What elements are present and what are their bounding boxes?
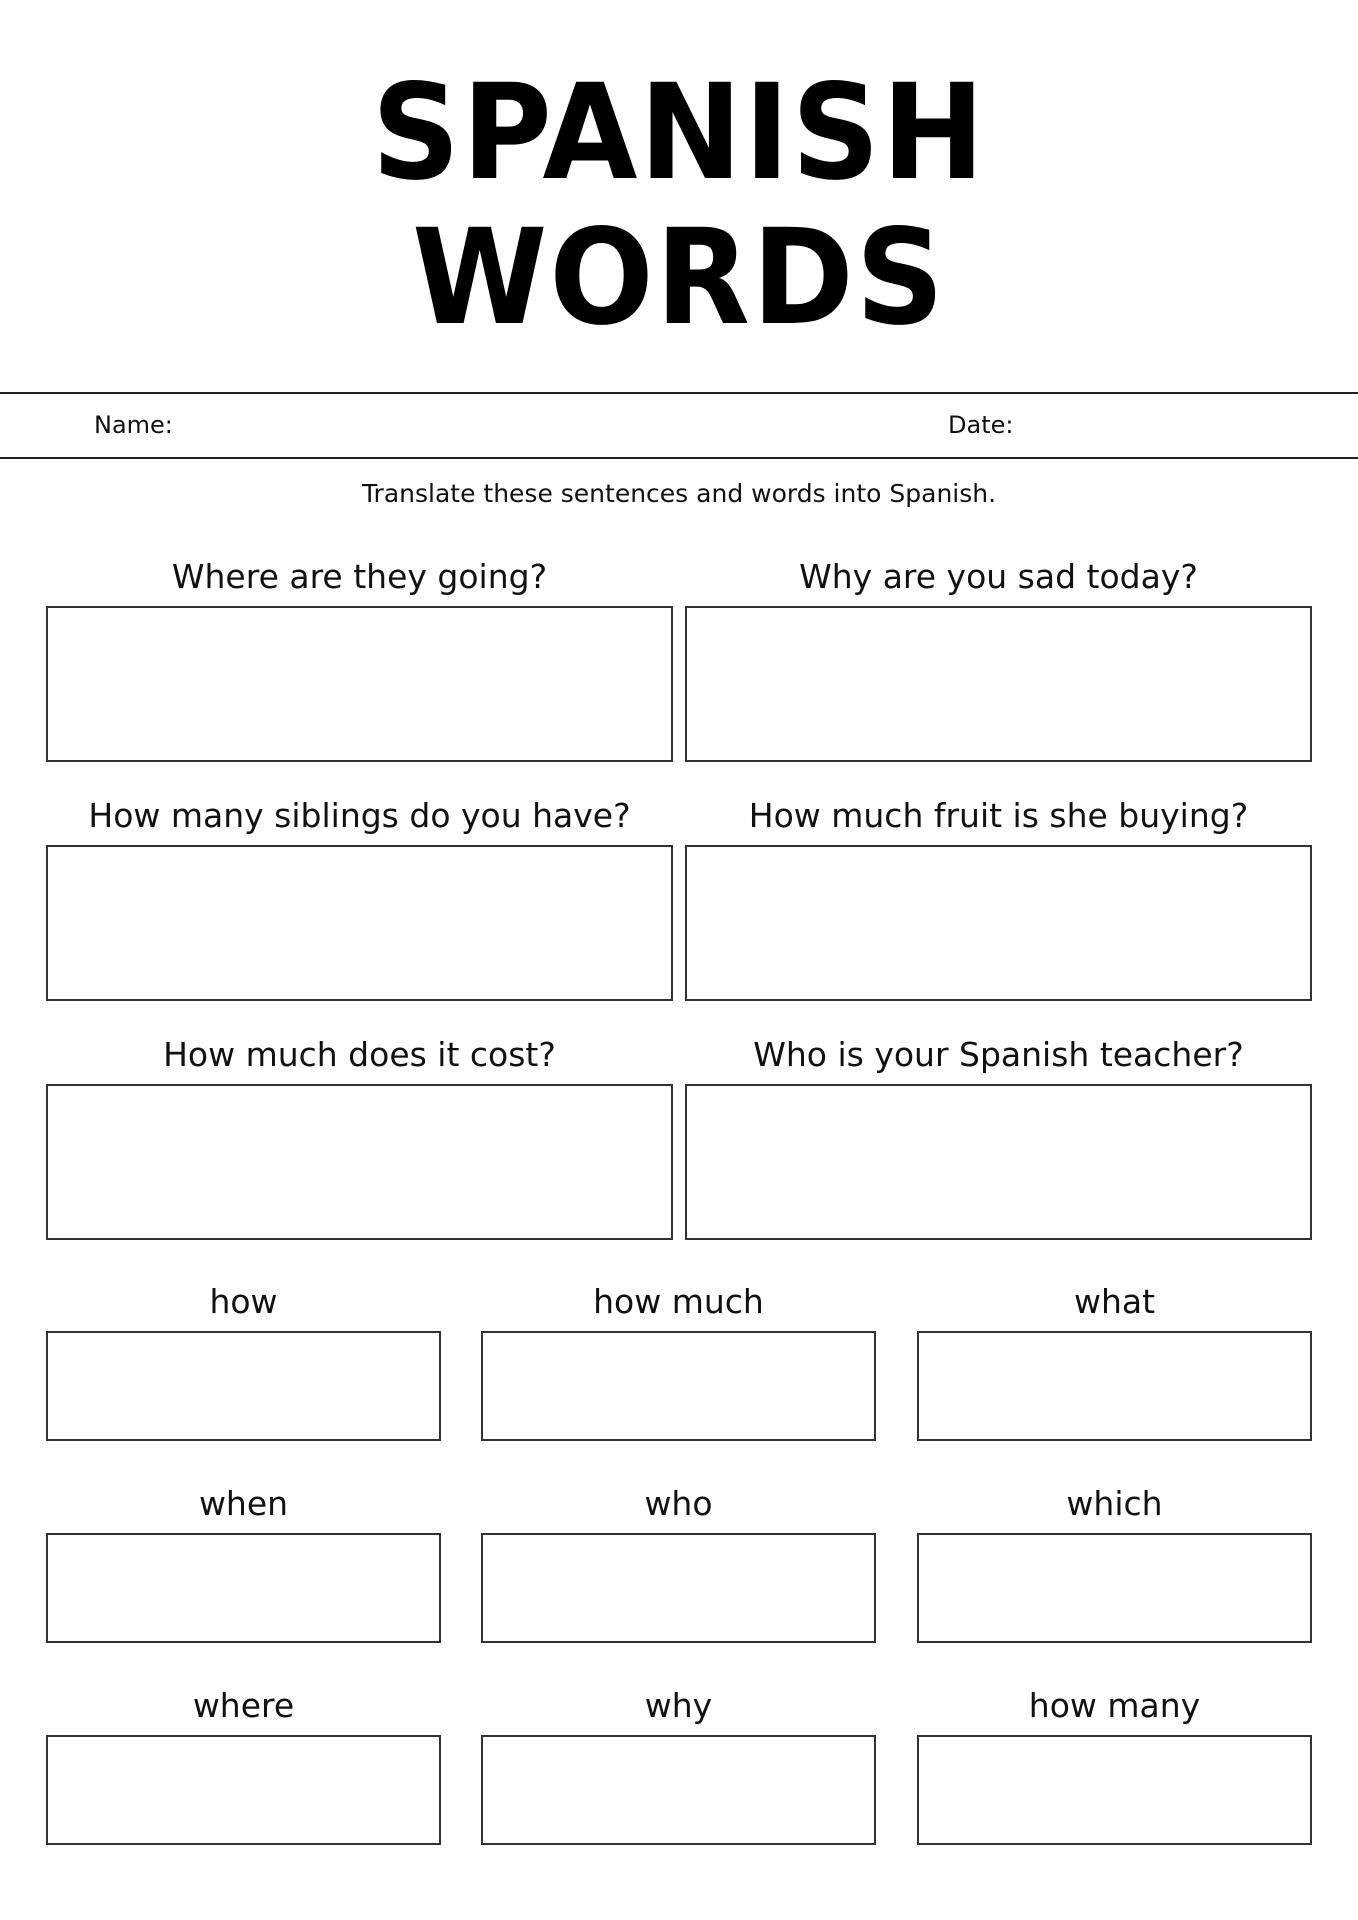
instructions-text: Translate these sentences and words into Spanish.: [361, 479, 997, 508]
sentence-answer-box[interactable]: [685, 845, 1312, 1001]
word-prompt: who: [644, 1484, 713, 1523]
sentence-prompt: How much fruit is she buying?: [748, 796, 1249, 835]
word-answer-box[interactable]: [46, 1331, 441, 1441]
sentence-prompt: How much does it cost?: [163, 1035, 556, 1074]
word-answer-box[interactable]: [917, 1735, 1312, 1845]
sentence-prompt: Why are you sad today?: [799, 557, 1198, 596]
word-answer-box[interactable]: [46, 1533, 441, 1643]
sentence-prompt: How many siblings do you have?: [88, 796, 631, 835]
sentence-answer-box[interactable]: [685, 606, 1312, 762]
word-answer-box[interactable]: [917, 1533, 1312, 1643]
sentence-prompt: Who is your Spanish teacher?: [753, 1035, 1244, 1074]
word-answer-box[interactable]: [481, 1533, 876, 1643]
sentence-answer-box[interactable]: [46, 1084, 673, 1240]
word-prompt: where: [192, 1686, 295, 1725]
sentence-answer-box[interactable]: [46, 606, 673, 762]
word-answer-box[interactable]: [46, 1735, 441, 1845]
word-prompt: what: [1073, 1282, 1156, 1321]
sentence-answer-box[interactable]: [685, 1084, 1312, 1240]
word-answer-box[interactable]: [481, 1735, 876, 1845]
header-divider-top: [0, 392, 1358, 394]
sentence-prompt: Where are they going?: [171, 557, 548, 596]
name-label: Name:: [94, 411, 173, 439]
word-prompt: why: [644, 1686, 713, 1725]
word-prompt: how many: [1028, 1686, 1201, 1725]
word-prompt: when: [198, 1484, 289, 1523]
word-answer-box[interactable]: [917, 1331, 1312, 1441]
worksheet-title-line-1: SPANISH: [371, 56, 987, 210]
word-prompt: how much: [593, 1282, 764, 1321]
worksheet-title-line-2: WORDS: [412, 201, 946, 355]
word-answer-box[interactable]: [481, 1331, 876, 1441]
word-prompt: how: [209, 1282, 278, 1321]
word-prompt: which: [1066, 1484, 1163, 1523]
sentence-answer-box[interactable]: [46, 845, 673, 1001]
date-label: Date:: [948, 411, 1014, 439]
header-divider-bottom: [0, 457, 1358, 459]
